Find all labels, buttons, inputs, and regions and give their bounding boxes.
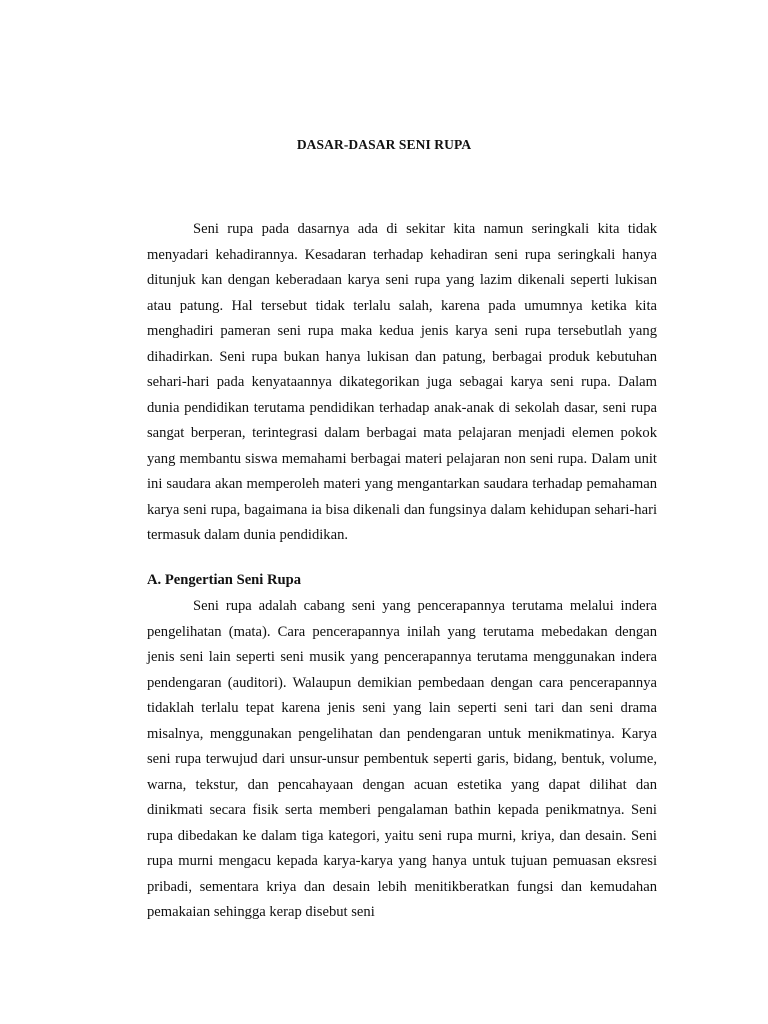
document-title: DASAR-DASAR SENI RUPA [296, 137, 472, 152]
intro-paragraph: Seni rupa pada dasarnya ada di sekitar kita namun seringkali kita tidak menyadari kehadirannya. Kesadaran terhadap kehadiran seni rupa seringkali hanya ditunjuk kan dengan keberadaan karya seni rupa yang lazim dikenali seperti lukisan atau patung. Hal tersebut tidak terlalu salah, karena pada umumnya ketika kita menghadiri pameran seni rupa maka kedua jenis karya seni rupa tersebutlah yang dihadirkan. Seni rupa bukan hanya lukisan dan patung, berbagai produk kebutuhan sehari-hari pada kenyataannya dikategorikan juga sebagai karya seni rupa. Dalam dunia pendidikan terutama pendidikan terhadap anak-anak di sekolah dasar, seni rupa sangat berperan, terintegrasi dalam berbagai mata pelajaran menjadi elemen pokok yang membantu siswa memahami berbagai materi pelajaran non seni rupa. Dalam unit ini saudara akan memperoleh materi yang mengantarkan saudara terhadap pemahaman karya seni rupa, bagaimana ia bisa dikenali dan fungsinya dalam kehidupan sehari-hari termasuk dalam dunia pendidikan. [147, 221, 657, 543]
section-paragraph: Seni rupa adalah cabang seni yang pencerapannya terutama melalui indera pengelihatan (mata). Cara pencerapannya inilah yang terutama mebedakan dengan jenis seni lain seperti seni musik yang pencerapannya terutama menggunakan indera pendengaran (auditori). Walaupun demikian pembedaan dengan cara pencerapannya tidaklah terlalu tepat karena jenis seni yang lain seperti seni tari dan seni drama misalnya, menggunakan pengelihatan dan pendengaran untuk menikmatinya. Karya seni rupa terwujud dari unsur-unsur pembentuk seperti garis, bidang, bentuk, volume, warna, tekstur, dan pencahayaan dengan acuan estetika yang dapat dilihat dan dinikmati secara fisik serta memberi pengalaman bathin kepada penikmatnya. Seni rupa dibedakan ke dalam tiga kategori, yaitu seni rupa murni, kriya, dan desain. Seni rupa murni mengacu kepada karya-karya yang hanya untuk tujuan pemuasan eksresi pribadi, sementara kriya dan desain lebih menitikberatkan fungsi dan kemudahan pemakaian sehingga kerap disebut seni [147, 598, 657, 920]
section-heading: A. Pengertian Seni Rupa [147, 572, 302, 588]
